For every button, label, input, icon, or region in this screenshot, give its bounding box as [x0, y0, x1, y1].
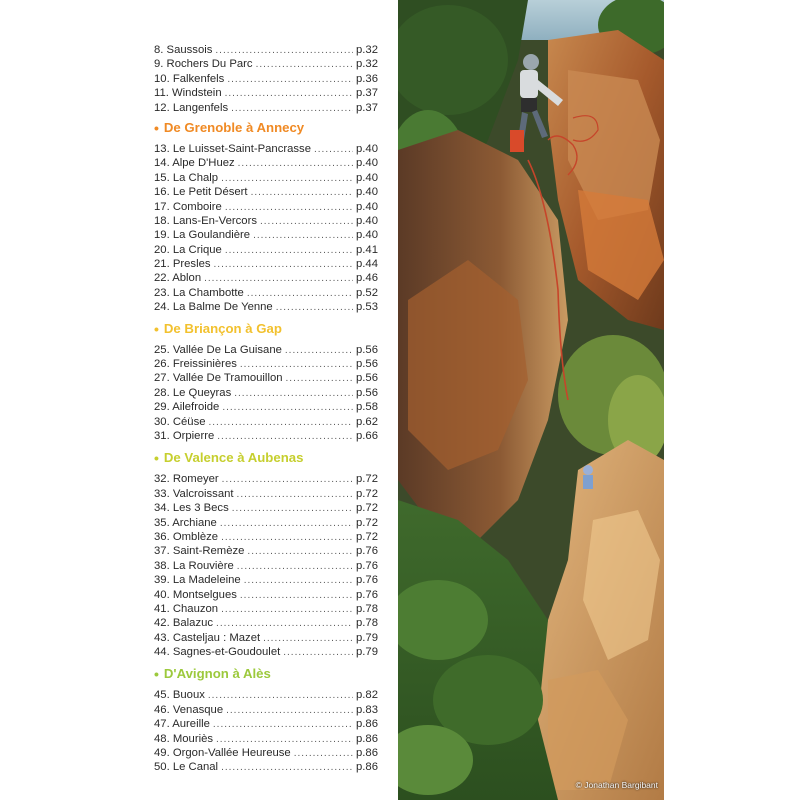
toc-entry-page: p.37 [356, 87, 378, 100]
toc-entry [154, 487, 378, 501]
dot-leader [221, 603, 353, 617]
toc-entry-name: 39. La Madeleine [154, 574, 241, 587]
toc-entry-name: 41. Chauzon [154, 602, 219, 615]
toc-entry-name: 50. Le Canal [154, 761, 219, 774]
toc-entry-name: 16. Le Petit Désert [154, 186, 248, 199]
toc-entry [154, 703, 378, 717]
dot-leader [221, 172, 353, 186]
dot-leader [244, 574, 353, 588]
dot-leader [204, 272, 353, 286]
toc-entry-page: p.62 [356, 415, 378, 428]
toc-entry [154, 400, 378, 414]
toc-entry-name: 49. Orgon-Vallée Heureuse [154, 747, 291, 760]
toc-entry-name: 29. Ailefroide [154, 401, 220, 414]
toc-entry-page: p.53 [356, 301, 378, 314]
dot-leader [294, 747, 353, 761]
dot-leader [225, 244, 353, 258]
toc-entry-name: 10. Falkenfels [154, 72, 225, 85]
toc-entry-page: p.40 [356, 186, 378, 199]
toc-entry-name: 27. Vallée De Tramouillon [154, 372, 283, 385]
toc-entry [154, 371, 378, 385]
toc-entry-page: p.78 [356, 602, 378, 615]
toc-entry-page: p.72 [356, 516, 378, 529]
toc-entry-name: 12. Langenfels [154, 101, 229, 114]
toc-entry-name: 46. Venasque [154, 703, 224, 716]
toc-entry [154, 200, 378, 214]
toc-entry-page: p.86 [356, 747, 378, 760]
toc-entry-page: p.56 [356, 358, 378, 371]
toc-entry-name: 33. Valcroissant [154, 487, 234, 500]
toc-entry [154, 43, 378, 57]
toc-entry-page: p.58 [356, 401, 378, 414]
toc-entry-page: p.37 [356, 101, 378, 114]
toc-entry [154, 101, 378, 115]
section-heading [154, 117, 378, 139]
toc-entry [154, 559, 378, 573]
toc-entry-page: p.44 [356, 258, 378, 271]
toc-entry [154, 688, 378, 702]
dot-leader [213, 718, 353, 732]
dot-leader [221, 761, 353, 775]
section-heading [154, 663, 378, 685]
toc-entry [154, 300, 378, 314]
toc-entry [154, 243, 378, 257]
toc-entry [154, 645, 378, 659]
dot-leader [276, 301, 353, 315]
toc-entry-page: p.83 [356, 703, 378, 716]
toc-entry [154, 86, 378, 100]
dot-leader [240, 358, 353, 372]
dot-leader [222, 401, 353, 415]
dot-leader [216, 733, 353, 747]
toc-entry-name: 25. Vallée De La Guisane [154, 343, 282, 356]
toc-entry-page: p.32 [356, 44, 378, 56]
toc-entry-name: 31. Orpierre [154, 429, 215, 442]
toc-entry-name: 8. Saussois [154, 44, 213, 56]
toc-entry [154, 228, 378, 242]
toc-entry-page: p.52 [356, 286, 378, 299]
toc-entry [154, 472, 378, 486]
dot-leader [253, 229, 353, 243]
toc-entry [154, 573, 378, 587]
toc-entry-name: 35. Archiane [154, 516, 217, 529]
toc-entry-name: 47. Aureille [154, 718, 210, 731]
dot-leader [222, 473, 353, 487]
toc-entry [154, 429, 378, 443]
toc-entry-page: p.76 [356, 588, 378, 601]
toc-entry [154, 544, 378, 558]
section-heading [154, 447, 378, 469]
toc-entry-page: p.79 [356, 631, 378, 644]
toc-entry [154, 257, 378, 271]
dot-leader [237, 560, 353, 574]
toc-entry [154, 746, 378, 760]
climbing-photo [398, 0, 664, 800]
toc-entry-name: 36. Omblèze [154, 530, 219, 543]
toc-entry-name: 32. Romeyer [154, 473, 219, 486]
toc-entry-page: p.72 [356, 473, 378, 486]
table-of-contents [154, 43, 378, 775]
toc-entry-name: 40. Montselgues [154, 588, 237, 601]
toc-entry [154, 631, 378, 645]
toc-entry [154, 415, 378, 429]
toc-entry-name: 21. Presles [154, 258, 211, 271]
dot-leader [209, 416, 354, 430]
toc-entry-page: p.76 [356, 545, 378, 558]
toc-entry-name: 19. La Goulandière [154, 229, 251, 242]
toc-entry [154, 343, 378, 357]
toc-entry-page: p.86 [356, 761, 378, 774]
toc-entry-name: 48. Mouriès [154, 732, 214, 745]
toc-entry [154, 156, 378, 170]
dot-leader [227, 73, 353, 87]
dot-leader [226, 704, 353, 718]
section-heading-label: D'Avignon à Alès [163, 666, 271, 682]
toc-entry [154, 214, 378, 228]
dot-leader [232, 502, 353, 516]
toc-entry-page: p.72 [356, 530, 378, 543]
toc-entry [154, 271, 378, 285]
toc-entry-name: 42. Balazuc [154, 617, 214, 630]
photo-credit: © Jonathan Bargibant [575, 780, 658, 790]
dot-leader [314, 143, 353, 157]
toc-entry-name: 45. Buoux [154, 689, 205, 702]
toc-entry-page: p.40 [356, 157, 378, 170]
dot-leader [217, 430, 353, 444]
dot-leader [286, 372, 353, 386]
toc-entry-page: p.76 [356, 559, 378, 572]
toc-entry-page: p.66 [356, 429, 378, 442]
dot-leader [216, 617, 353, 631]
toc-entry-name: 43. Casteljau : Mazet [154, 631, 261, 644]
bullet-icon: • [154, 320, 159, 337]
bullet-icon: • [154, 450, 159, 467]
dot-leader [221, 531, 353, 545]
dot-leader [263, 632, 353, 646]
toc-entry [154, 185, 378, 199]
dot-leader [231, 102, 353, 116]
toc-entry-page: p.40 [356, 142, 378, 155]
bullet-icon: • [154, 119, 159, 136]
toc-entry [154, 57, 378, 71]
toc-entry-name: 18. Lans-En-Vercors [154, 214, 257, 227]
section-heading [154, 318, 378, 340]
toc-entry-page: p.56 [356, 372, 378, 385]
toc-entry-page: p.56 [356, 343, 378, 356]
toc-entry-page: p.72 [356, 502, 378, 515]
toc-entry-name: 34. Les 3 Becs [154, 502, 229, 515]
toc-entry-name: 44. Sagnes-et-Goudoulet [154, 646, 281, 659]
toc-entry-name: 22. Ablon [154, 272, 202, 285]
toc-entry [154, 588, 378, 602]
toc-entry [154, 142, 378, 156]
toc-entry [154, 501, 378, 515]
dot-leader [234, 387, 353, 401]
toc-entry-page: p.32 [356, 58, 378, 71]
toc-entry [154, 386, 378, 400]
dot-leader [225, 201, 353, 215]
toc-entry-page: p.79 [356, 646, 378, 659]
toc-entry-name: 30. Céüse [154, 415, 206, 428]
toc-entry-name: 28. Le Queyras [154, 386, 232, 399]
toc-entry-name: 17. Comboire [154, 200, 222, 213]
dot-leader [237, 488, 353, 502]
dot-leader [240, 589, 353, 603]
toc-entry-name: 14. Alpe D'Huez [154, 157, 235, 170]
dot-leader [247, 545, 353, 559]
toc-entry-page: p.41 [356, 243, 378, 256]
toc-entry [154, 732, 378, 746]
toc-entry-name: 11. Windstein [154, 87, 222, 100]
toc-entry-page: p.40 [356, 214, 378, 227]
toc-entry-name: 38. La Rouvière [154, 559, 234, 572]
toc-entry-name: 26. Freissinières [154, 358, 237, 371]
toc-entry-name: 23. La Chambotte [154, 286, 244, 299]
toc-entry-page: p.72 [356, 487, 378, 500]
dot-leader [260, 215, 353, 229]
toc-entry-name: 20. La Crique [154, 243, 222, 256]
toc-entry-name: 24. La Balme De Yenne [154, 301, 273, 314]
toc-entry-name: 15. La Chalp [154, 171, 219, 184]
toc-entry-page: p.46 [356, 272, 378, 285]
toc-entry-page: p.40 [356, 171, 378, 184]
dot-leader [256, 58, 353, 72]
toc-entry [154, 760, 378, 774]
dot-leader [215, 44, 353, 58]
toc-entry-page: p.36 [356, 72, 378, 85]
dot-leader [251, 186, 353, 200]
dot-leader [283, 646, 353, 660]
toc-entry-name: 13. Le Luisset-Saint-Pancrasse [154, 142, 311, 155]
toc-entry-name: 9. Rochers Du Parc [154, 58, 253, 71]
dot-leader [285, 344, 353, 358]
climbing-photo-illustration [398, 0, 664, 800]
toc-entry-page: p.56 [356, 386, 378, 399]
toc-entry-page: p.40 [356, 200, 378, 213]
toc-entry [154, 171, 378, 185]
toc-entry [154, 286, 378, 300]
dot-leader [220, 517, 353, 531]
dot-leader [238, 157, 353, 171]
bullet-icon: • [154, 666, 159, 683]
toc-entry-name: 37. Saint-Remèze [154, 545, 245, 558]
dot-leader [208, 689, 353, 703]
dot-leader [214, 258, 353, 272]
toc-entry-page: p.78 [356, 617, 378, 630]
toc-entry-page: p.86 [356, 732, 378, 745]
toc-entry-page: p.76 [356, 574, 378, 587]
dot-leader [225, 87, 353, 101]
dot-leader [247, 287, 353, 301]
toc-entry [154, 530, 378, 544]
toc-entry [154, 602, 378, 616]
toc-entry [154, 616, 378, 630]
section-heading-label: De Valence à Aubenas [163, 450, 304, 466]
toc-entry-page: p.86 [356, 718, 378, 731]
toc-entry [154, 717, 378, 731]
toc-entry [154, 516, 378, 530]
section-heading-label: De Briançon à Gap [163, 320, 282, 336]
toc-entry [154, 357, 378, 371]
toc-entry-page: p.40 [356, 229, 378, 242]
section-heading-label: De Grenoble à Annecy [163, 119, 305, 135]
toc-entry-page: p.82 [356, 689, 378, 702]
toc-entry [154, 72, 378, 86]
